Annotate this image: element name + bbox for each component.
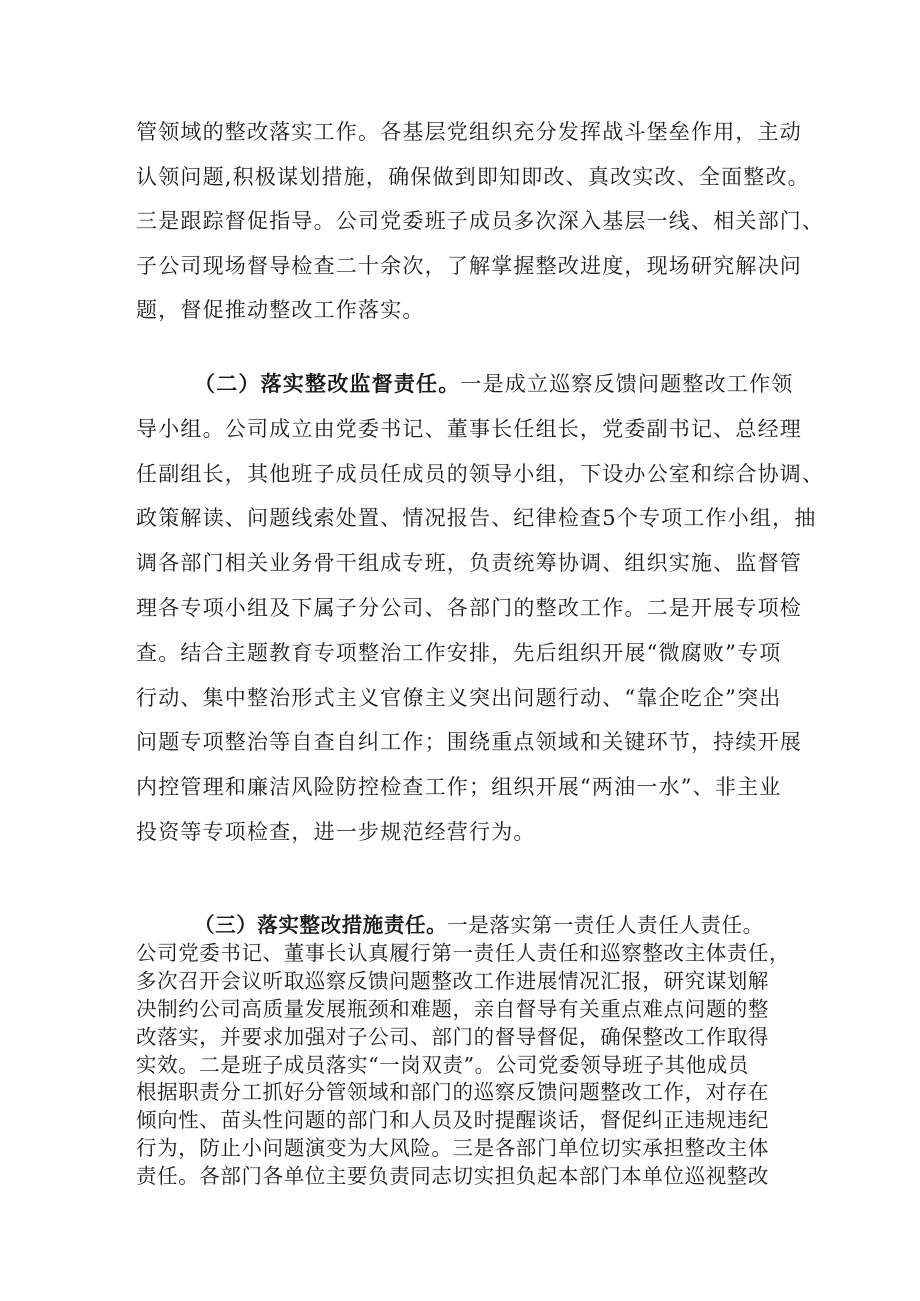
text-line: 管领域的整改落实工作。各基层党组织充分发挥战斗堡垒作用，主动 — [136, 120, 802, 144]
text-run: 一是成立巡察反馈问题整改工作领 — [460, 372, 794, 396]
text-line: 政策解读、问题线索处置、情况报告、纪律检查5个专项工作小组，抽 — [136, 506, 817, 531]
text-line-first — [136, 362, 796, 407]
text-line: 实效。二是班子成员落实“一岗双责”。公司党委领导班子其他成员 — [136, 1052, 749, 1077]
text-line-first — [136, 912, 796, 940]
text-line: 题，督促推动整改工作落实。 — [136, 298, 425, 322]
section-heading: （二）落实整改监督责任。 — [194, 371, 461, 396]
text-line: 倾向性、苗头性问题的部门和人员及时提醒谈话，督促纠正违规违纪 — [136, 1108, 769, 1133]
paragraph-supervision-responsibility — [136, 362, 825, 855]
section-heading: （三）落实整改措施责任。 — [194, 913, 448, 937]
text-line: 调各部门相关业务骨干组成专班，负责统筹协调、组织实施、监督管 — [136, 551, 802, 576]
text-line: 投资等专项检查，进一步规范经营行为。 — [136, 819, 536, 844]
text-line: 问题专项整治等自查自纠工作；围绕重点领域和关键环节，持续开展 — [136, 730, 802, 755]
text-line: 任副组长，其他班子成员任成员的领导小组，下设办公室和综合协调、 — [136, 461, 825, 486]
text-line: 决制约公司高质量发展瓶颈和难题，亲自督导有关重点难点问题的整 — [136, 996, 769, 1021]
text-line: 公司党委书记、董事长认真履行第一责任人责任和巡察整改主体责任， — [136, 940, 791, 965]
text-line: 三是跟踪督促指导。公司党委班子成员多次深入基层一线、相关部门、 — [136, 209, 825, 233]
text-line: 改落实，并要求加强对子公司、部门的督导督促，确保整改工作取得 — [136, 1024, 769, 1049]
text-line: 子公司现场督导检查二十余次，了解掌握整改进度，现场研究解决问 — [136, 253, 802, 278]
text-line: 认领问题,积极谋划措施，确保做到即知即改、真改实改、全面整改。 — [136, 164, 810, 189]
text-line: 多次召开会议听取巡察反馈问题整改工作进展情况汇报，研究谋划解 — [136, 968, 769, 993]
paragraph-continued — [136, 110, 825, 333]
text-run: 一是落实第一责任人责任人责任。 — [447, 913, 764, 937]
text-line: 导小组。公司成立由党委书记、董事长任组长，党委副书记、总经理 — [136, 416, 802, 441]
text-line: 根据职责分工抓好分管领域和部门的巡察反馈问题整改工作，对存在 — [136, 1080, 769, 1105]
text-line: 行为，防止小问题演变为大风险。三是各部门单位切实承担整改主体 — [136, 1136, 769, 1161]
text-line: 责任。各部门各单位主要负责同志切实担负起本部门本单位巡视整改 — [136, 1164, 769, 1189]
text-line: 查。结合主题教育专项整治工作安排，先后组织开展“微腐败”专项 — [136, 640, 782, 665]
text-line: 理各专项小组及下属子分公司、各部门的整改工作。二是开展专项检 — [136, 595, 802, 620]
paragraph-measures-responsibility — [136, 912, 796, 1191]
text-line: 内控管理和廉洁风险防控检查工作；组织开展“两油一水”、非主业 — [136, 775, 782, 800]
text-line: 行动、集中整治形式主义官僚主义突出问题行动、“靠企吃企”突出 — [136, 685, 782, 710]
